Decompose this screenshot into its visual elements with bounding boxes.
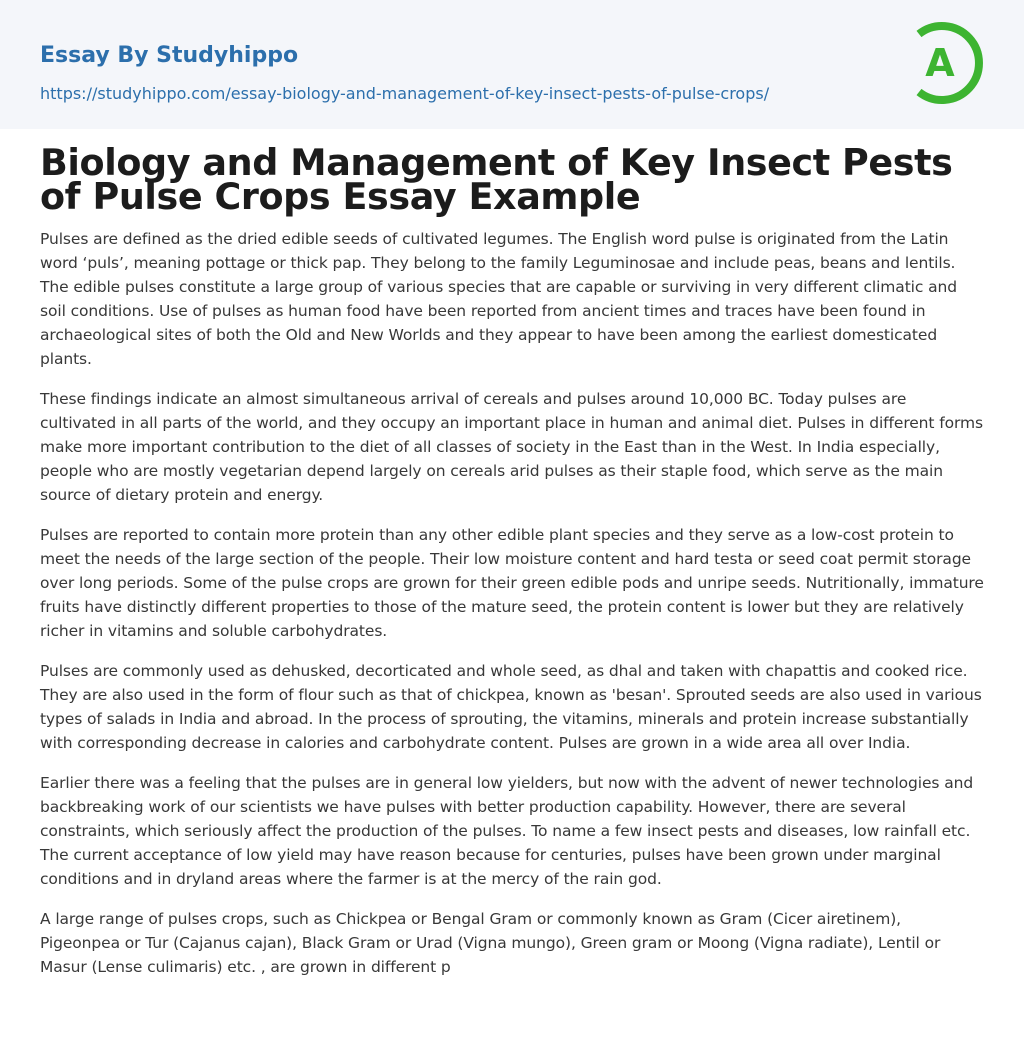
article-paragraph: Pulses are defined as the dried edible seeds of cultivated legumes. The English word pulse is originated from the Latin word ‘puls’, meaning pottage or thick pap. They belong to the family Leguminosae and include peas, beans and lentils. The edible pulses constitute a large group of various species that are capable or surviving in very different climatic and soil conditions. Use of pulses as human food have been reported from ancient times and traces have been found in archaeological sites of both the Old and New Worlds and they appear to have been among the earliest domesticated plants. [40,230,957,368]
article-title: Biology and Management of Key Insect Pests of Pulse Crops Essay Example [40,141,953,218]
article-paragraph: Earlier there was a feeling that the pulses are in general low yielders, but now with the advent of newer technologies and backbreaking work of our scientists we have pulses with better production capability. However, there are several constraints, which seriously affect the production of the pulses. To name a few insect pests and diseases, low rainfall etc. The current acceptance of low yield may have reason because for centuries, pulses have been grown under marginal conditions and in dryland areas where the farmer is at the mercy of the rain god. [40,774,974,888]
essay-url-link[interactable]: https://studyhippo.com/essay-biology-and-management-of-key-insect-pests-of-pulse-crops/ [40,84,770,103]
logo-letter: A [925,41,955,85]
article [40,141,985,995]
article-paragraph: These findings indicate an almost simultaneous arrival of cereals and pulses around 10,000 BC. Today pulses are cultivated in all parts of the world, and they occupy an important place in human and animal diet. Pulses in different forms make more important contribution to the diet of all classes of society in the East than in the West. In India especially, people who are mostly vegetarian depend largely on cereals arid pulses as their staple food, which serve as the main source of dietary protein and energy. [40,390,983,504]
article-paragraph: A large range of pulses crops, such as Chickpea or Bengal Gram or commonly known as Gram (Cicer airetinem), Pigeonpea or Tur (Cajanus cajan), Black Gram or Urad (Vigna mungo), Green gram or Moong (Vigna radiate), Lentil or Masur (Lense culimaris) etc. , are grown in different p [40,910,941,976]
site-header [0,0,1024,129]
article-paragraph: Pulses are reported to contain more protein than any other edible plant species and they serve as a low-cost protein to meet the needs of the large section of the people. Their low moisture content and hard testa or seed coat permit storage over long periods. Some of the pulse crops are grown for their green edible pods and unripe seeds. Nutritionally, immature fruits have distinctly different properties to those of the mature seed, the protein content is lower but they are relatively richer in vitamins and soluble carbohydrates. [40,526,984,640]
studyhippo-logo-icon[interactable] [912,20,986,106]
site-brand[interactable]: Essay By Studyhippo [40,43,299,68]
article-paragraph: Pulses are commonly used as dehusked, decorticated and whole seed, as dhal and taken with chapattis and cooked rice. They are also used in the form of flour such as that of chickpea, known as 'besan'. Sprouted seeds are also used in various types of salads in India and abroad. In the process of sprouting, the vitamins, minerals and protein increase substantially with corresponding decrease in calories and carbohydrate content. Pulses are grown in a wide area all over India. [40,662,982,752]
